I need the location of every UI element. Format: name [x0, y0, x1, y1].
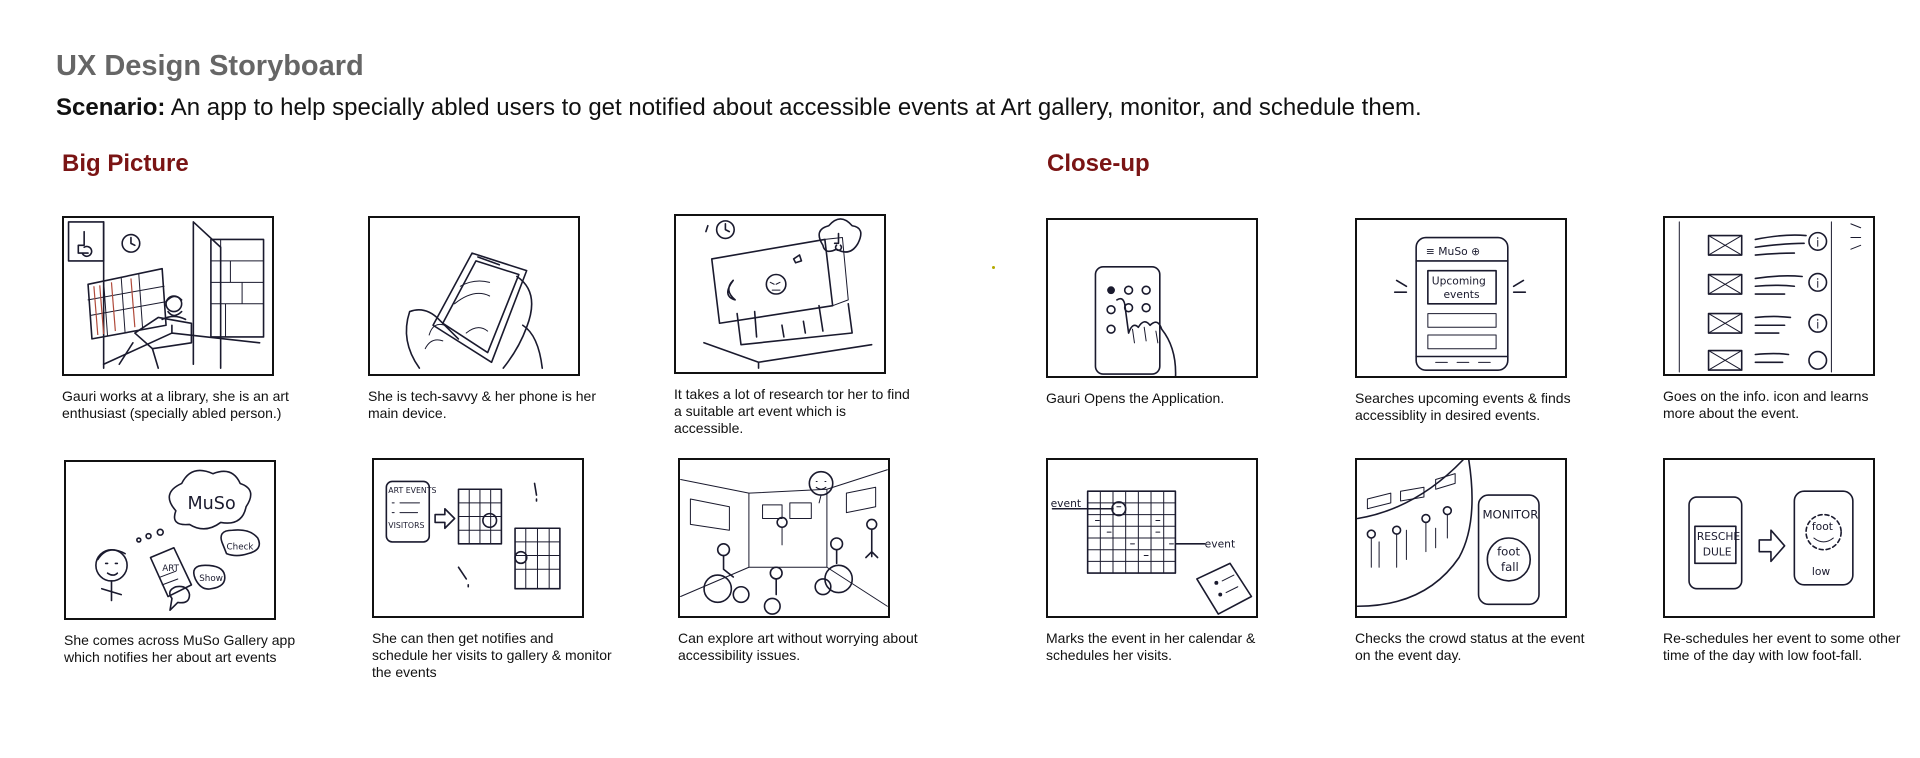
- monitor-crowd-sketch-icon: [1357, 460, 1565, 616]
- storyboard-panel-11: [1355, 458, 1585, 664]
- storyboard-panel-3: [674, 214, 910, 437]
- gallery-explore-sketch-icon: [680, 460, 888, 616]
- storyboard-panel-8: [372, 458, 612, 681]
- sketch-label: event: [1204, 537, 1236, 551]
- research-sketch-icon: [676, 216, 884, 372]
- sketch-label: fall: [1500, 560, 1519, 575]
- panel-caption: She is tech-savvy & her phone is her main device.: [368, 388, 597, 421]
- event-list-sketch-icon: [1665, 218, 1873, 374]
- sketch-label: ART EVENTS: [388, 486, 437, 496]
- sketch-upcoming-events: [1355, 218, 1567, 378]
- panel-caption: She can then get notifies and schedule her visits to gallery & monitor the events: [372, 630, 612, 680]
- sketch-calendar: [1046, 458, 1258, 618]
- storyboard-panel-7: [64, 460, 296, 666]
- sketch-label: foot: [1497, 544, 1521, 559]
- sketch-gallery-explore: [678, 458, 890, 618]
- sketch-label: low: [1811, 565, 1831, 579]
- sketch-label: VISITORS: [388, 521, 425, 531]
- phone-hands-sketch-icon: [370, 218, 578, 374]
- section-close-up: Close-up: [1047, 150, 1150, 177]
- storyboard-panel-10: [1046, 458, 1258, 664]
- panel-caption: Gauri works at a library, she is an art enthusiast (specially abled person.): [62, 388, 289, 421]
- storyboard-panel-4: [1046, 218, 1258, 407]
- sketch-phone-hands: [368, 216, 580, 376]
- storyboard-panel-6: [1663, 216, 1875, 422]
- sketch-label: DULE: [1702, 545, 1732, 559]
- sketch-label: MONITOR: [1482, 507, 1539, 522]
- storyboard-panel-9: [678, 458, 918, 664]
- scenario-label: Scenario:: [56, 94, 166, 121]
- panel-caption: Can explore art without worrying about accessibility issues.: [678, 630, 918, 663]
- panel-caption: Goes on the info. icon and learns more about the event.: [1663, 388, 1869, 421]
- sketch-label: ≡ MuSo ⊕: [1425, 245, 1481, 259]
- upcoming-events-sketch-icon: [1357, 220, 1565, 376]
- storyboard-panel-1: [62, 216, 289, 422]
- stray-dot: [992, 266, 995, 269]
- sketch-muso-notify: [64, 460, 276, 620]
- list-row-4: [1709, 351, 1827, 371]
- reschedule-sketch-icon: [1665, 460, 1873, 616]
- sketch-reschedule: [1663, 458, 1875, 618]
- section-big-picture: Big Picture: [62, 150, 189, 177]
- sketch-label: ART: [162, 564, 180, 575]
- sketch-open-app: [1046, 218, 1258, 378]
- panel-caption: Marks the event in her calendar & schedules her visits.: [1046, 630, 1256, 663]
- panel-caption: It takes a lot of research tor her to find a suitable art event which is accessible.: [674, 386, 910, 436]
- list-row-3: [1709, 314, 1827, 334]
- storyboard-panel-5: [1355, 218, 1571, 424]
- open-app-sketch-icon: [1048, 220, 1256, 376]
- sketch-label: RESCHE: [1696, 529, 1741, 543]
- list-row-2: [1709, 274, 1827, 294]
- sketch-event-list: [1663, 216, 1875, 376]
- panel-caption: Re-schedules her event to some other time of the day with low foot-fall.: [1663, 630, 1901, 663]
- schedule-sketch-icon: [374, 460, 582, 616]
- sketch-monitor-crowd: [1355, 458, 1567, 618]
- panel-caption: Checks the crowd status at the event on the event day.: [1355, 630, 1585, 663]
- sketch-label: Upcoming: [1431, 274, 1486, 288]
- sketch-research: [674, 214, 886, 374]
- scenario-line: [56, 94, 1422, 122]
- sketch-label: Check: [226, 542, 254, 553]
- calendar-sketch-icon: [1048, 460, 1256, 616]
- scenario-text: An app to help specially abled users to get notified about accessible events at Art gallery, monitor, and schedule them.: [165, 94, 1422, 121]
- sketch-label: Show: [199, 573, 223, 584]
- muso-notify-sketch-icon: [66, 462, 274, 618]
- list-row-1: [1709, 233, 1827, 255]
- panel-caption: She comes across MuSo Gallery app which notifies her about art events: [64, 632, 296, 665]
- library-sketch-icon: [64, 218, 272, 374]
- panel-caption: Gauri Opens the Application.: [1046, 390, 1225, 406]
- sketch-label: event: [1050, 496, 1082, 510]
- sketch-library: [62, 216, 274, 376]
- sketch-label: events: [1443, 288, 1480, 301]
- page-title: UX Design Storyboard: [56, 50, 364, 82]
- storyboard-panel-12: [1663, 458, 1901, 664]
- sketch-schedule: [372, 458, 584, 618]
- sketch-label: MuSo: [187, 493, 236, 514]
- panel-caption: Searches upcoming events & finds accessiblity in desired events.: [1355, 390, 1571, 423]
- sketch-label: foot: [1811, 520, 1833, 534]
- storyboard-panel-2: [368, 216, 597, 422]
